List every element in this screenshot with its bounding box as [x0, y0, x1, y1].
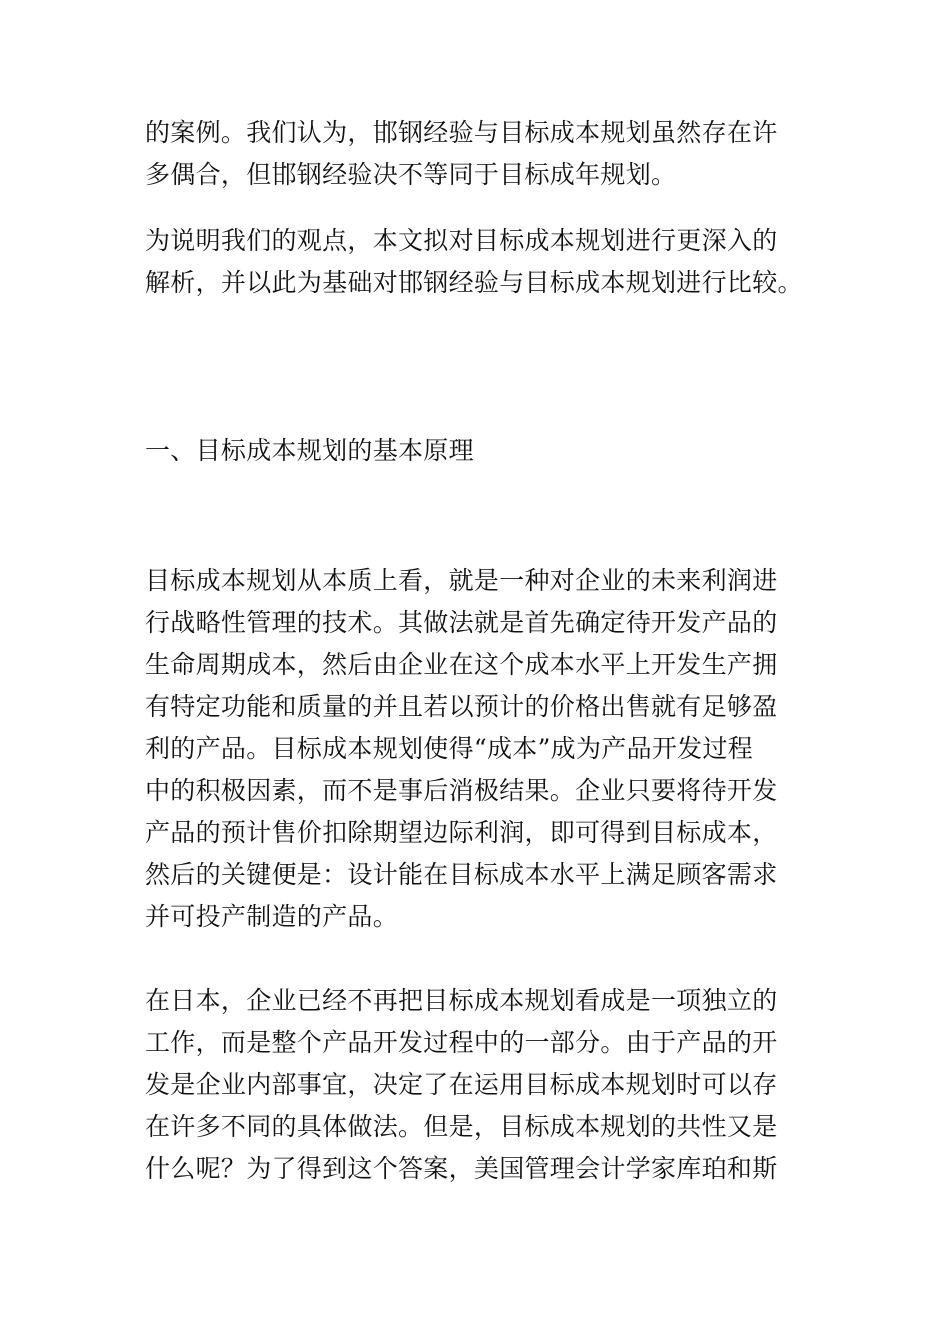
text-line: 利的产品。目标成本规划使得“成本”成为产品开发过程: [145, 734, 754, 763]
text-line: 发是企业内部事宜，决定了在运用目标成本规划时可以存: [145, 1070, 778, 1099]
text-line: 行战略性管理的技术。其做法就是首先确定待开发产品的: [145, 608, 778, 637]
text-line: 解析，并以此为基础对邯钢经验与目标成本规划进行比较。: [145, 268, 803, 297]
text-line: 目标成本规划从本质上看，就是一种对企业的未来利润进: [145, 566, 778, 595]
text-line: 工作，而是整个产品开发过程中的一部分。由于产品的开: [145, 1028, 778, 1057]
text-line: 为说明我们的观点，本文拟对目标成本规划进行更深入的: [145, 226, 778, 255]
paragraph-purpose: [145, 220, 805, 304]
text-line: 有特定功能和质量的并且若以预计的价格出售就有足够盈: [145, 692, 778, 721]
text-line: 的案例。我们认为，邯钢经验与目标成本规划虽然存在许: [145, 118, 778, 147]
text-line: 中的积极因素，而不是事后消极结果。企业只要将待开发: [145, 776, 778, 805]
text-line: 在许多不同的具体做法。但是，目标成本规划的共性又是: [145, 1112, 778, 1141]
paragraph-japan: [145, 980, 805, 1190]
text-line: 产品的预计售价扣除期望边际利润，即可得到目标成本，: [145, 818, 778, 847]
paragraph-intro-continuation: [145, 112, 805, 196]
text-line: 多偶合，但邯钢经验决不等同于目标成年规划。: [145, 160, 677, 189]
paragraph-definition: [145, 560, 805, 938]
text-line: 并可投产制造的产品。: [145, 902, 399, 931]
section-heading-text: 一、目标成本规划的基本原理: [145, 436, 474, 465]
text-line: 然后的关键便是：设计能在目标成本水平上满足顾客需求: [145, 860, 778, 889]
text-line: 在日本，企业已经不再把目标成本规划看成是一项独立的: [145, 986, 778, 1015]
section-heading: [145, 430, 805, 472]
text-line: 生命周期成本，然后由企业在这个成本水平上开发生产拥: [145, 650, 778, 679]
text-line: 什么呢？为了得到这个答案，美国管理会计学家库珀和斯: [145, 1154, 778, 1183]
